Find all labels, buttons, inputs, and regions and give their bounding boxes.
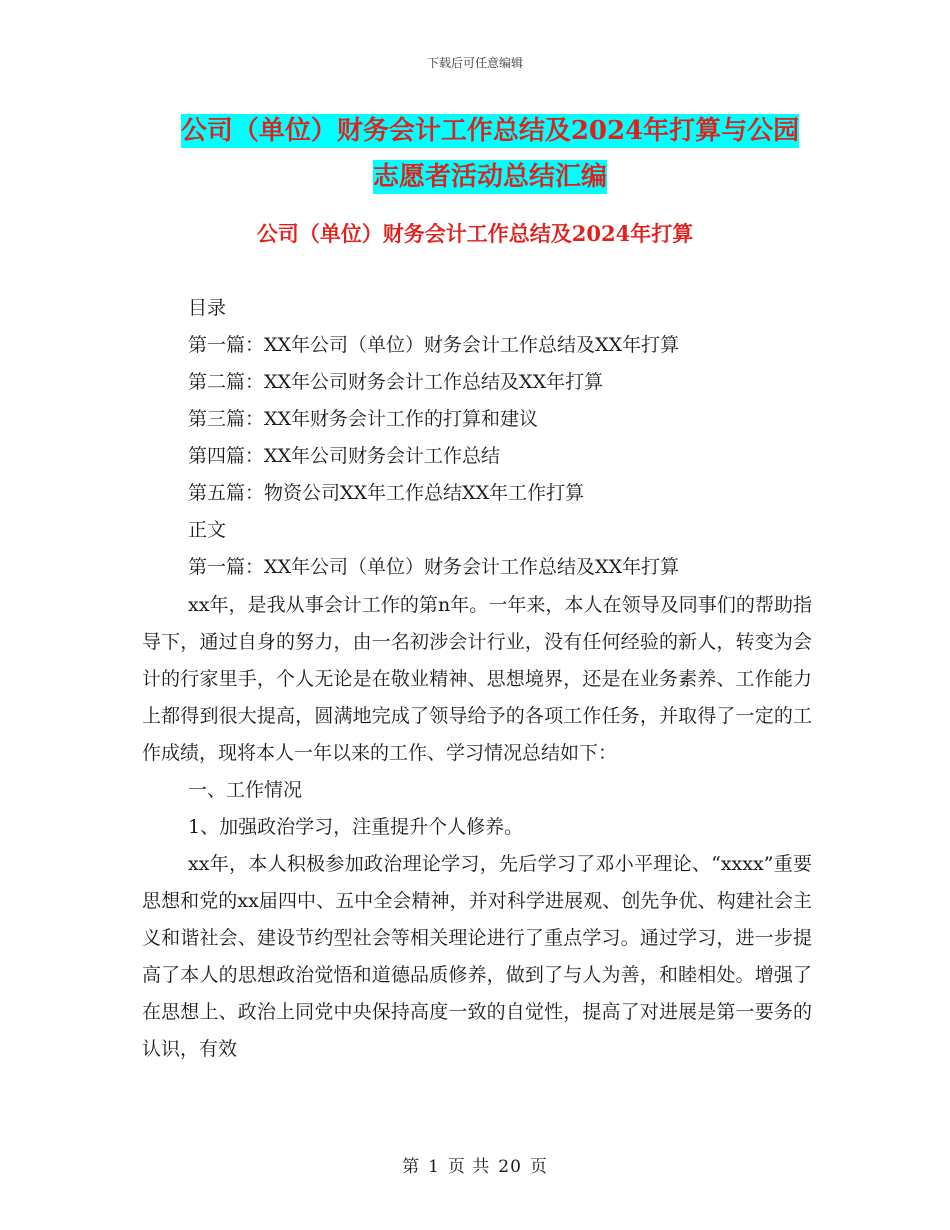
chapter-heading: 第一篇：XX年公司（单位）财务会计工作总结及XX年打算 (188, 556, 680, 578)
subsection-heading: 1、加强政治学习，注重提升个人修养。 (188, 816, 524, 838)
page-total: 20 (498, 1157, 522, 1177)
section-heading: 一、工作情况 (188, 779, 303, 801)
page-number: 1 (428, 1157, 440, 1177)
title-line-1: 公司（单位）财务会计工作总结及2024年打算与公园 (180, 116, 800, 146)
toc-item: 第三篇：XX年财务会计工作的打算和建议 (188, 408, 539, 430)
toc-item: 第五篇：物资公司XX年工作总结XX年工作打算 (188, 482, 585, 504)
document-title (140, 108, 840, 200)
toc-heading: 目录 (188, 297, 227, 319)
footer-suffix: 页 (529, 1157, 548, 1177)
table-of-contents (188, 290, 679, 586)
footer-prefix: 第 (402, 1157, 421, 1177)
body-heading: 正文 (188, 519, 227, 541)
section-title: 公司（单位）财务会计工作总结及2024年打算 (256, 221, 694, 246)
toc-item: 第二篇：XX年公司财务会计工作总结及XX年打算 (188, 371, 604, 393)
toc-item: 第四篇：XX年公司财务会计工作总结 (188, 445, 501, 467)
title-line-2: 志愿者活动总结汇编 (372, 162, 607, 192)
paragraph: xx年，本人积极参加政治理论学习，先后学习了邓小平理论、“xxxx”重要思想和党的xx届四中、五中全会精神，并对科学进展观、创先争优、构建社会主义和谐社会、建设节约型社会等相关理论进行了重点学习。通过学习，进一步提高了本人的思想政治觉悟和道德品质修养，做到了与人为善，和睦相处。增强了在思想上、政治上同党中央保持高度一致的自觉性，提高了对进展是第一要务的认识，有效 (142, 853, 812, 1060)
footer-middle: 页 共 (447, 1157, 491, 1177)
paragraph: xx年，是我从事会计工作的第n年。一年来，本人在领导及同事们的帮助指导下，通过自身的努力，由一名初涉会计行业，没有任何经验的新人，转变为会计的行家里手，个人无论是在敬业精神、思想境界，还是在业务素养、工作能力上都得到很大提高，圆满地完成了领导给予的各项工作任务，并取得了一定的工作成绩，现将本人一年以来的工作、学习情况总结如下： (142, 594, 812, 764)
page-footer (0, 1152, 950, 1177)
toc-item: 第一篇：XX年公司（单位）财务会计工作总结及XX年打算 (188, 334, 680, 356)
body-text (142, 587, 812, 1068)
header-note: 下载后可任意编辑 (426, 56, 523, 70)
